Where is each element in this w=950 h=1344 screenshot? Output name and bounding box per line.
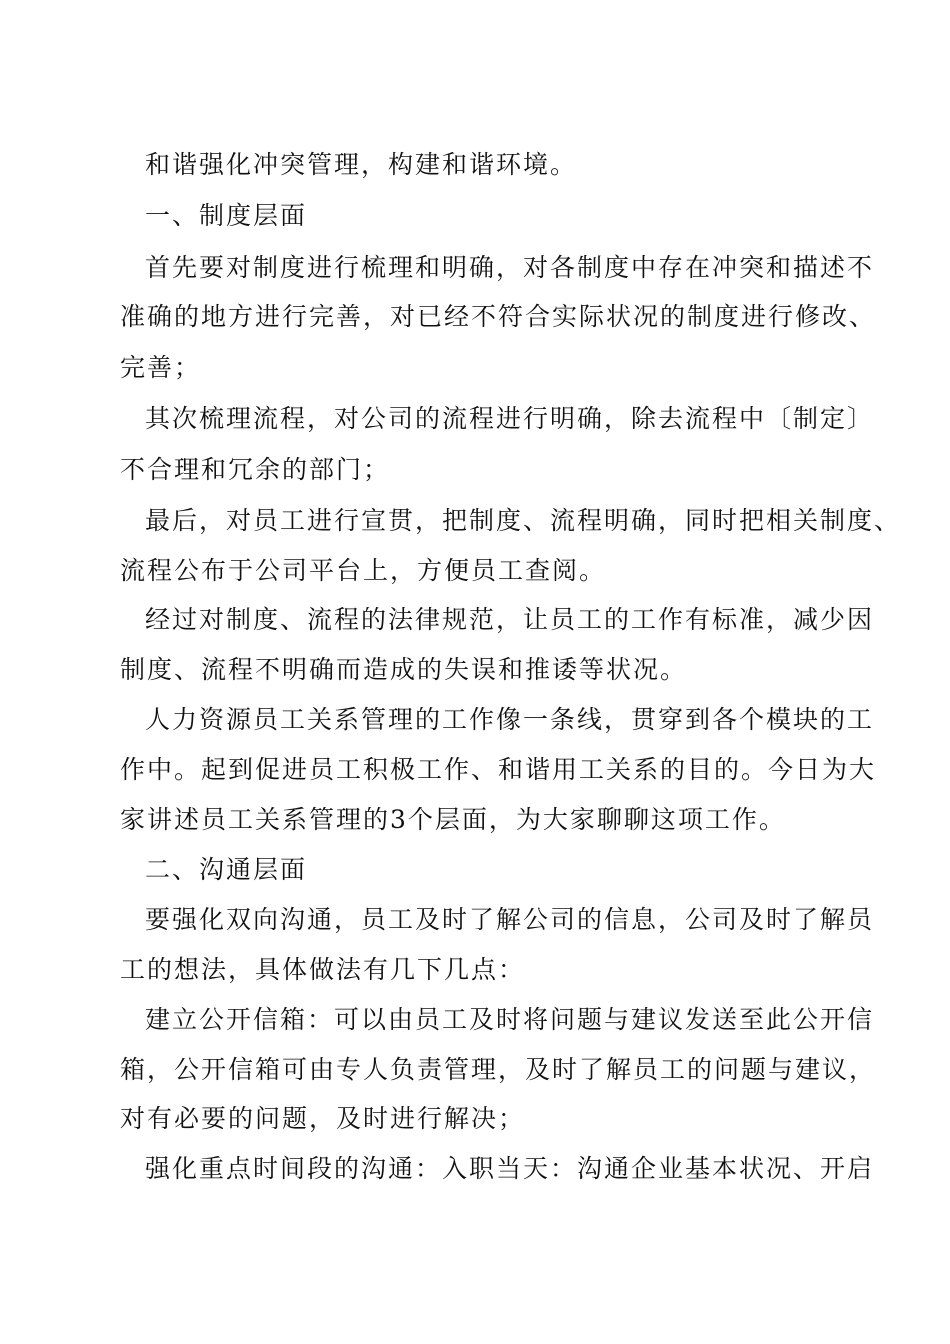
text-line: 建立公开信箱：可以由员工及时将问题与建议发送至此公开信	[145, 1005, 875, 1034]
text-line: 箱，公开信箱可由专人负责管理，及时了解员工的问题与建议，	[120, 1055, 877, 1084]
text-line: 强化重点时间段的沟通：入职当天：沟通企业基本状况、开启	[145, 1154, 875, 1183]
text-line: 完善；	[120, 353, 202, 382]
text-line: 准确的地方进行完善，对已经不符合实际状况的制度进行修改、	[120, 302, 877, 331]
text-line: 不合理和冗余的部门；	[120, 455, 391, 484]
text-line: 作中。起到促进员工积极工作、和谐用工关系的目的。今日为大	[120, 755, 877, 784]
text-line-closing-sentence: 和谐强化冲突管理，构建和谐环境。	[145, 150, 578, 179]
text-line: 其次梳理流程，对公司的流程进行明确，除去流程中〔制定〕	[145, 404, 875, 433]
text-line: 家讲述员工关系管理的3个层面，为大家聊聊这项工作。	[120, 805, 786, 834]
text-line: 人力资源员工关系管理的工作像一条线，贯穿到各个模块的工	[145, 705, 875, 734]
text-line: 工的想法，具体做法有几下几点：	[120, 955, 526, 984]
text-line: 经过对制度、流程的法律规范，让员工的工作有标准，减少因	[145, 605, 875, 634]
text-line: 流程公布于公司平台上，方便员工查阅。	[120, 556, 607, 585]
text-line: 要强化双向沟通，员工及时了解公司的信息，公司及时了解员	[145, 905, 875, 934]
text-line: 对有必要的问题，及时进行解决；	[120, 1104, 526, 1133]
text-line: 最后，对员工进行宣贯，把制度、流程明确，同时把相关制度、	[145, 506, 902, 535]
section-heading-institutional: 一、制度层面	[145, 201, 308, 230]
text-line: 首先要对制度进行梳理和明确，对各制度中存在冲突和描述不	[145, 253, 875, 282]
section-heading-communication: 二、沟通层面	[145, 855, 308, 884]
text-line: 制度、流程不明确而造成的失误和推诿等状况。	[120, 655, 688, 684]
